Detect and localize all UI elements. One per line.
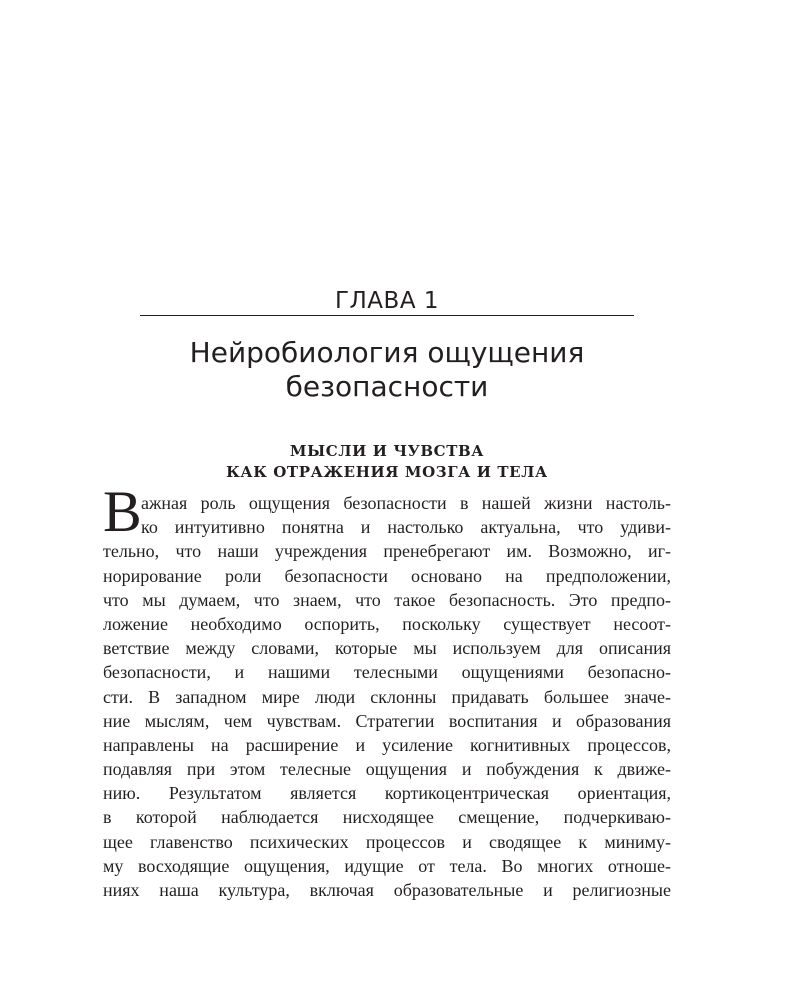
text-line: ажная роль ощущения безопасности в нашей жизни настоль- — [141, 493, 671, 513]
text-line: направлены на расширение и усиление когнитивных процессов, — [103, 734, 671, 755]
body-paragraph — [103, 491, 671, 902]
chapter-title-line-1: Нейробиология ощущения — [189, 336, 585, 369]
chapter-divider — [140, 315, 634, 316]
section-heading-line-1: МЫСЛИ И ЧУВСТВА — [289, 442, 485, 460]
section-heading — [120, 441, 654, 483]
chapter-title-line-2: безопасности — [285, 370, 489, 403]
text-line: в которой наблюдается нисходящее смещение, подчеркиваю- — [103, 807, 671, 828]
text-line: безопасности, и нашими телесными ощущениями безопасно- — [103, 662, 671, 683]
text-line: ветствие между словами, которые мы используем для описания — [103, 638, 671, 659]
text-line: тельно, что наши учреждения пренебрегают им. Возможно, иг- — [103, 541, 671, 562]
text-line: что мы думаем, что знаем, что такое безопасность. Это предпо- — [103, 589, 671, 610]
chapter-label: ГЛАВА 1 — [334, 288, 439, 314]
text-line: щее главенство психических процессов и сводящее к миниму- — [103, 831, 671, 852]
text-line: подавляя при этом телесные ощущения и побуждения к движе- — [103, 759, 671, 780]
text-line: нию. Результатом является кортикоцентрическая ориентация, — [103, 783, 671, 804]
drop-cap: В — [103, 479, 142, 544]
text-line: сти. В западном мире люди склонны придавать большее значе- — [103, 686, 671, 707]
section-heading-line-2: КАК ОТРАЖЕНИЯ МОЗГА И ТЕЛА — [226, 463, 548, 481]
text-line: му восходящие ощущения, идущие от тела. Во многих отноше- — [103, 855, 671, 876]
text-line: ниях наша культура, включая образовательные и религиозные — [103, 880, 671, 900]
chapter-title — [120, 336, 654, 404]
text-line: ложение необходимо оспорить, поскольку существует несоот- — [103, 613, 671, 634]
text-line: норирование роли безопасности основано на предположении, — [103, 565, 671, 586]
text-line: ко интуитивно понятна и настолько актуальна, что удиви- — [141, 517, 671, 538]
text-line: ние мыслям, чем чувствам. Стратегии воспитания и образования — [103, 710, 671, 731]
